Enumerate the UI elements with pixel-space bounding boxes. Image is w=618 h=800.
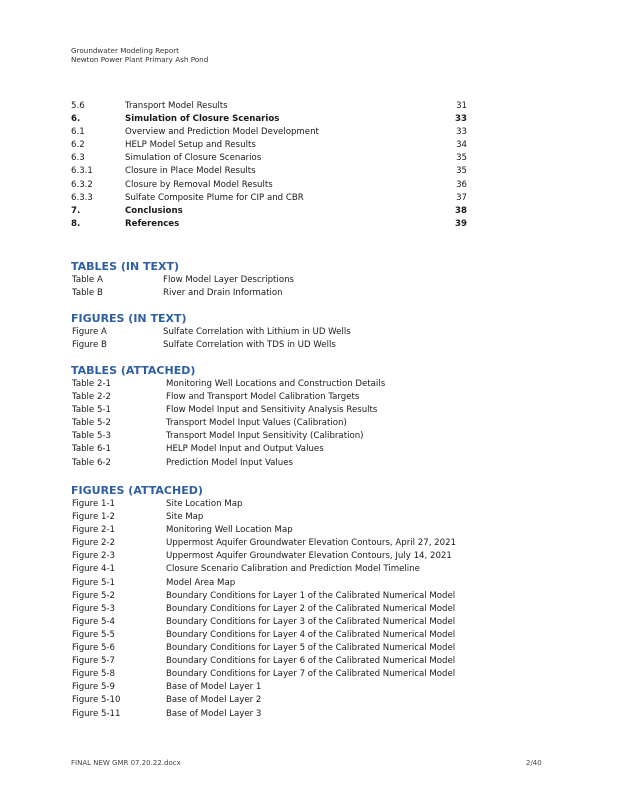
list-item-label: Table 5-2 [72,418,111,429]
toc-entry-num: 6. [71,114,81,125]
list-item-description: Boundary Conditions for Layer 7 of the Calibrated Numerical Model [166,669,456,680]
toc-entry-num: 5.6 [71,101,85,111]
list-item-description: Site Location Map [166,499,243,509]
toc-entry-page: 35 [456,153,467,164]
figures-attached-section [71,484,541,721]
toc-entry-title: Closure in Place Model Results [125,166,256,177]
list-item-label: Figure 5-6 [72,643,116,654]
toc-entry-title: HELP Model Setup and Results [125,140,256,151]
toc-entry-page: 34 [456,140,467,151]
footer-filename: FINAL NEW GMR 07.20.22.docx [71,759,181,767]
toc-entry-page: 31 [456,101,467,111]
list-item-description: Base of Model Layer 2 [166,695,262,706]
list-item[interactable] [71,708,541,721]
list-item-description: Model Area Map [166,577,236,588]
list-item-label: Figure 1-1 [72,499,116,509]
list-item-description: Uppermost Aquifer Groundwater Elevation Contours, April 27, 2021 [166,538,457,549]
toc-entry-page: 37 [456,192,467,203]
list-item-label: Figure 5-11 [72,708,121,719]
list-item[interactable] [71,511,541,524]
list-item[interactable] [71,577,541,590]
list-item[interactable] [71,524,541,537]
toc-entry-title: Simulation of Closure Scenarios [125,114,280,125]
list-item-label: Figure 5-3 [72,603,116,614]
list-item-description: Boundary Conditions for Layer 2 of the Calibrated Numerical Model [166,603,456,614]
list-item[interactable] [71,642,541,655]
list-item-description: Uppermost Aquifer Groundwater Elevation Contours, July 14, 2021 [166,551,452,562]
list-item-description: Closure Scenario Calibration and Prediction Model Timeline [166,564,420,575]
figures-in-text-heading: FIGURES (IN TEXT) [71,312,187,325]
list-item-label: Table A [72,275,103,285]
toc-entry-page: 36 [456,179,467,190]
list-item-description: Sulfate Correlation with Lithium in UD Wells [163,327,351,337]
list-item[interactable] [71,498,541,511]
toc-entry-title: Conclusions [125,205,183,216]
list-item[interactable] [71,430,541,443]
list-item-description: Boundary Conditions for Layer 1 of the Calibrated Numerical Model [166,590,456,601]
list-item-label: Figure B [72,340,107,351]
toc-entry-page: 33 [456,127,467,138]
list-item-description: Flow Model Input and Sensitivity Analysis Results [166,405,378,416]
list-item[interactable] [71,404,541,417]
list-item-label: Figure 5-1 [72,577,116,588]
list-item[interactable] [71,417,541,430]
toc-entry-title: Overview and Prediction Model Development [125,127,319,138]
list-item[interactable] [71,274,541,287]
list-item[interactable] [71,287,541,300]
toc-entry-num: 6.1 [71,127,85,138]
tables-in-text-heading: TABLES (IN TEXT) [71,260,180,273]
toc-entry-title: Closure by Removal Model Results [125,179,273,190]
list-item-label: Table 2-1 [72,379,111,389]
list-item[interactable] [71,655,541,668]
footer-page-number: 2/40 [526,759,542,767]
list-item[interactable] [71,590,541,603]
list-item-description: HELP Model Input and Output Values [166,444,324,455]
list-item[interactable] [71,603,541,616]
toc-entry-num: 6.3.1 [71,166,93,177]
toc-entry-title: Sulfate Composite Plume for CIP and CBR [125,192,304,203]
toc-entry[interactable] [71,192,467,205]
list-item-label: Table 5-3 [72,431,111,442]
tables-attached-heading: TABLES (ATTACHED) [71,364,196,377]
list-item-label: Figure 2-3 [72,551,116,562]
list-item-label: Table B [72,288,103,299]
list-item[interactable] [71,563,541,576]
toc-entry-title: References [125,218,180,229]
list-item[interactable] [71,339,541,352]
list-item-label: Figure 1-2 [72,512,116,523]
list-item-description: Site Map [166,512,204,523]
list-item-label: Figure 5-4 [72,616,116,627]
list-item-label: Figure 2-2 [72,538,116,549]
list-item-label: Figure 2-1 [72,525,116,536]
list-item[interactable] [71,681,541,694]
toc-entry-page: 35 [456,166,467,177]
list-item[interactable] [71,616,541,629]
list-item[interactable] [71,457,541,470]
toc-entry-num: 6.3 [71,153,85,164]
header-site-name: Newton Power Plant Primary Ash Pond [71,55,209,64]
list-item-description: Boundary Conditions for Layer 5 of the Calibrated Numerical Model [166,643,456,654]
list-item[interactable] [71,629,541,642]
list-item[interactable] [71,378,541,391]
list-item[interactable] [71,391,541,404]
list-item-description: Prediction Model Input Values [166,457,294,468]
list-item-label: Table 2-2 [72,392,111,403]
figures-attached-heading: FIGURES (ATTACHED) [71,484,203,497]
toc-entry-title: Simulation of Closure Scenarios [125,153,262,164]
list-item-description: Base of Model Layer 1 [166,682,262,693]
toc-entry[interactable] [71,179,467,192]
list-item-label: Figure 5-9 [72,682,116,693]
toc-entry-num: 6.3.2 [71,179,93,190]
list-item-description: Transport Model Input Values (Calibration) [166,418,347,429]
list-item-label: Figure 5-10 [72,695,121,706]
toc-entry-page: 33 [455,114,467,125]
list-item-description: Boundary Conditions for Layer 3 of the Calibrated Numerical Model [166,616,456,627]
toc-entry[interactable] [71,218,467,231]
list-item-label: Figure 5-2 [72,590,116,601]
list-item[interactable] [71,537,541,550]
list-item-description: Monitoring Well Location Map [166,525,293,536]
list-item[interactable] [71,694,541,707]
list-item-label: Table 6-1 [72,444,111,455]
list-item-description: Flow and Transport Model Calibration Targets [166,392,360,403]
list-item-description: Transport Model Input Sensitivity (Calibration) [166,431,364,442]
toc-entry-page: 39 [455,218,467,229]
list-item-label: Table 6-2 [72,457,111,468]
list-item-label: Figure 5-7 [72,656,116,667]
toc-entry[interactable] [71,100,467,113]
toc-entry-title: Transport Model Results [125,101,228,111]
list-item-description: Base of Model Layer 3 [166,708,262,719]
toc-entry-num: 8. [71,218,81,229]
list-item-label: Figure 5-8 [72,669,116,680]
running-header [71,46,208,64]
list-item[interactable] [71,326,541,339]
list-item[interactable] [71,550,541,563]
list-item[interactable] [71,668,541,681]
toc-entry[interactable] [71,139,467,152]
list-item-label: Table 5-1 [72,405,111,416]
list-item[interactable] [71,443,541,456]
tables-attached-section [71,364,541,470]
toc-entry[interactable] [71,152,467,165]
header-report-title: Groundwater Modeling Report [71,46,180,55]
tables-in-text-section [71,260,541,300]
list-item-description: Monitoring Well Locations and Construction Details [166,379,386,389]
list-item-description: Boundary Conditions for Layer 6 of the Calibrated Numerical Model [166,656,456,667]
list-item-label: Figure 5-5 [72,629,116,640]
toc-entry[interactable] [71,205,467,218]
toc-entry-num: 7. [71,205,81,216]
toc-entry-num: 6.3.3 [71,192,93,203]
toc-entry-num: 6.2 [71,140,85,151]
list-item-label: Figure 4-1 [72,564,116,575]
list-item-description: Flow Model Layer Descriptions [163,275,294,285]
toc-entry[interactable] [71,113,467,126]
toc-entry[interactable] [71,126,467,139]
table-of-contents [71,100,467,231]
list-item-label: Figure A [72,327,107,337]
toc-entry-page: 38 [455,205,467,216]
list-item-description: River and Drain Information [163,288,283,299]
figures-in-text-section [71,312,541,352]
list-item-description: Boundary Conditions for Layer 4 of the Calibrated Numerical Model [166,629,456,640]
toc-entry[interactable] [71,165,467,178]
list-item-description: Sulfate Correlation with TDS in UD Wells [163,340,336,351]
